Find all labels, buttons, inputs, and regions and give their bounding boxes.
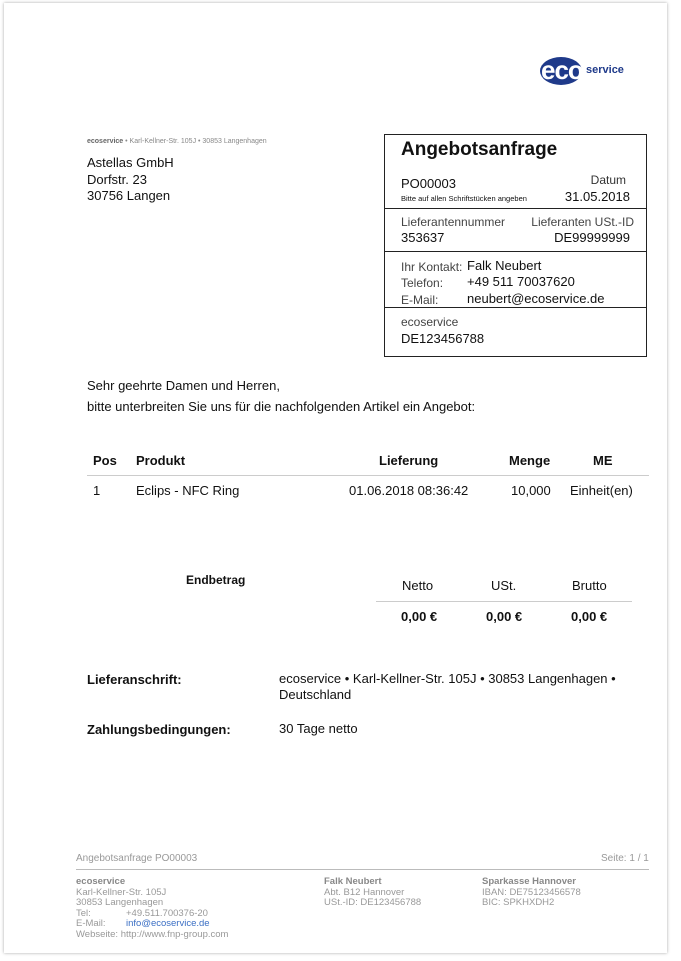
greeting-line-2: bitte unterbreiten Sie uns für die nachfolgenden Artikel ein Angebot: <box>87 399 476 414</box>
footer-contact-name: Falk Neubert <box>324 876 382 887</box>
supplier-vat-label: Lieferanten USt.-ID <box>531 215 634 229</box>
delivery-address-line-2: Deutschland <box>279 687 352 702</box>
sender-address: • Karl-Kellner-Str. 105J • 30853 Langenhagen <box>123 138 267 145</box>
supplier-vat: DE99999999 <box>554 230 630 245</box>
footer-tel-label: Tel: <box>76 907 91 919</box>
payment-terms: 30 Tage netto <box>279 721 358 736</box>
buyer-company: ecoservice <box>401 315 459 329</box>
info-box <box>384 134 647 357</box>
net-label: Netto <box>402 578 434 593</box>
sender-company: ecoservice <box>87 138 124 145</box>
box-divider <box>385 307 646 308</box>
logo-service-text: service <box>586 64 624 76</box>
col-header-pos: Pos <box>93 453 117 468</box>
greeting <box>87 375 475 417</box>
contact-name: Falk Neubert <box>467 258 542 273</box>
document-number: PO00003 <box>401 176 456 191</box>
row-unit: Einheit(en) <box>570 483 633 498</box>
footer-company: ecoservice <box>76 876 126 887</box>
footer-email-link[interactable]: info@ecoservice.de <box>126 918 210 930</box>
footer-city: 30853 Langenhagen <box>76 897 164 909</box>
row-quantity: 10,000 <box>511 483 551 498</box>
greeting-line-1: Sehr geehrte Damen und Herren, <box>87 378 280 393</box>
footer-street: Karl-Kellner-Str. 105J <box>76 886 167 898</box>
footer-contact-column <box>324 877 421 909</box>
footer-iban: IBAN: DE75123456578 <box>482 886 581 898</box>
col-header-quantity: Menge <box>509 453 551 468</box>
recipient-address <box>87 155 174 205</box>
phone-label: Telefon: <box>401 276 444 290</box>
contact-label: Ihr Kontakt: <box>401 260 463 274</box>
delivery-address-line-1: ecoservice • Karl-Kellner-Str. 105J • 30853 Langenhagen • <box>279 671 616 686</box>
footer-web-link[interactable]: http://www.fnp-group.com <box>120 928 229 940</box>
recipient-name: Astellas GmbH <box>87 155 174 170</box>
footer-page-number: Seite: 1 / 1 <box>601 853 649 864</box>
footer-email-label: E-Mail: <box>76 918 106 930</box>
ecoservice-logo <box>540 57 640 87</box>
gross-label: Brutto <box>572 578 607 593</box>
logo-eco-text: eco <box>541 55 583 85</box>
gross-amount: 0,00 € <box>571 609 608 624</box>
supplier-number: 353637 <box>401 230 445 245</box>
recipient-city: 30756 Langen <box>87 188 171 203</box>
document-date: 31.05.2018 <box>564 189 630 204</box>
payment-terms-label: Zahlungsbedingungen: <box>87 722 231 737</box>
totals-divider <box>376 601 632 602</box>
supplier-number-label: Lieferantennummer <box>401 215 506 229</box>
footer-web-label: Webseite: <box>76 928 119 940</box>
total-label: Endbetrag <box>186 573 246 587</box>
footer-divider <box>76 869 649 870</box>
footer-bic: BIC: SPKHXDH2 <box>482 897 555 909</box>
buyer-vat: DE123456788 <box>401 331 485 346</box>
footer-bank-column <box>482 877 581 909</box>
recipient-street: Dorfstr. 23 <box>87 171 147 187</box>
row-product: Eclips - NFC Ring <box>136 483 240 498</box>
box-divider <box>385 208 646 209</box>
row-pos: 1 <box>93 483 101 498</box>
footer-company-column <box>76 877 228 941</box>
delivery-address <box>279 671 616 703</box>
email-value: neubert@ecoservice.de <box>467 291 605 306</box>
date-label: Datum <box>590 173 626 187</box>
table-header-divider <box>87 475 649 476</box>
box-divider <box>385 251 646 252</box>
email-label: E-Mail: <box>401 293 439 307</box>
reference-hint: Bitte auf allen Schriftstücken angeben <box>401 194 527 203</box>
phone-value: +49 511 70037620 <box>467 274 575 289</box>
footer-contact-dept: Abt. B12 Hannover <box>324 886 405 898</box>
col-header-delivery: Lieferung <box>379 453 439 468</box>
delivery-address-label: Lieferanschrift: <box>87 672 182 687</box>
footer-bank-name: Sparkasse Hannover <box>482 876 576 887</box>
document-page <box>4 3 667 953</box>
col-header-unit: ME <box>593 453 613 468</box>
col-header-product: Produkt <box>136 453 186 468</box>
footer-tel: +49.511.700376-20 <box>126 907 208 919</box>
footer-doc-ref: Angebotsanfrage PO00003 <box>76 853 198 864</box>
tax-amount: 0,00 € <box>486 609 523 624</box>
row-delivery: 01.06.2018 08:36:42 <box>349 483 469 498</box>
footer-contact-vat: USt.-ID: DE123456788 <box>324 897 422 909</box>
document-title: Angebotsanfrage <box>401 139 558 160</box>
sender-return-line <box>87 138 267 145</box>
net-amount: 0,00 € <box>401 609 438 624</box>
tax-label: USt. <box>491 578 517 593</box>
